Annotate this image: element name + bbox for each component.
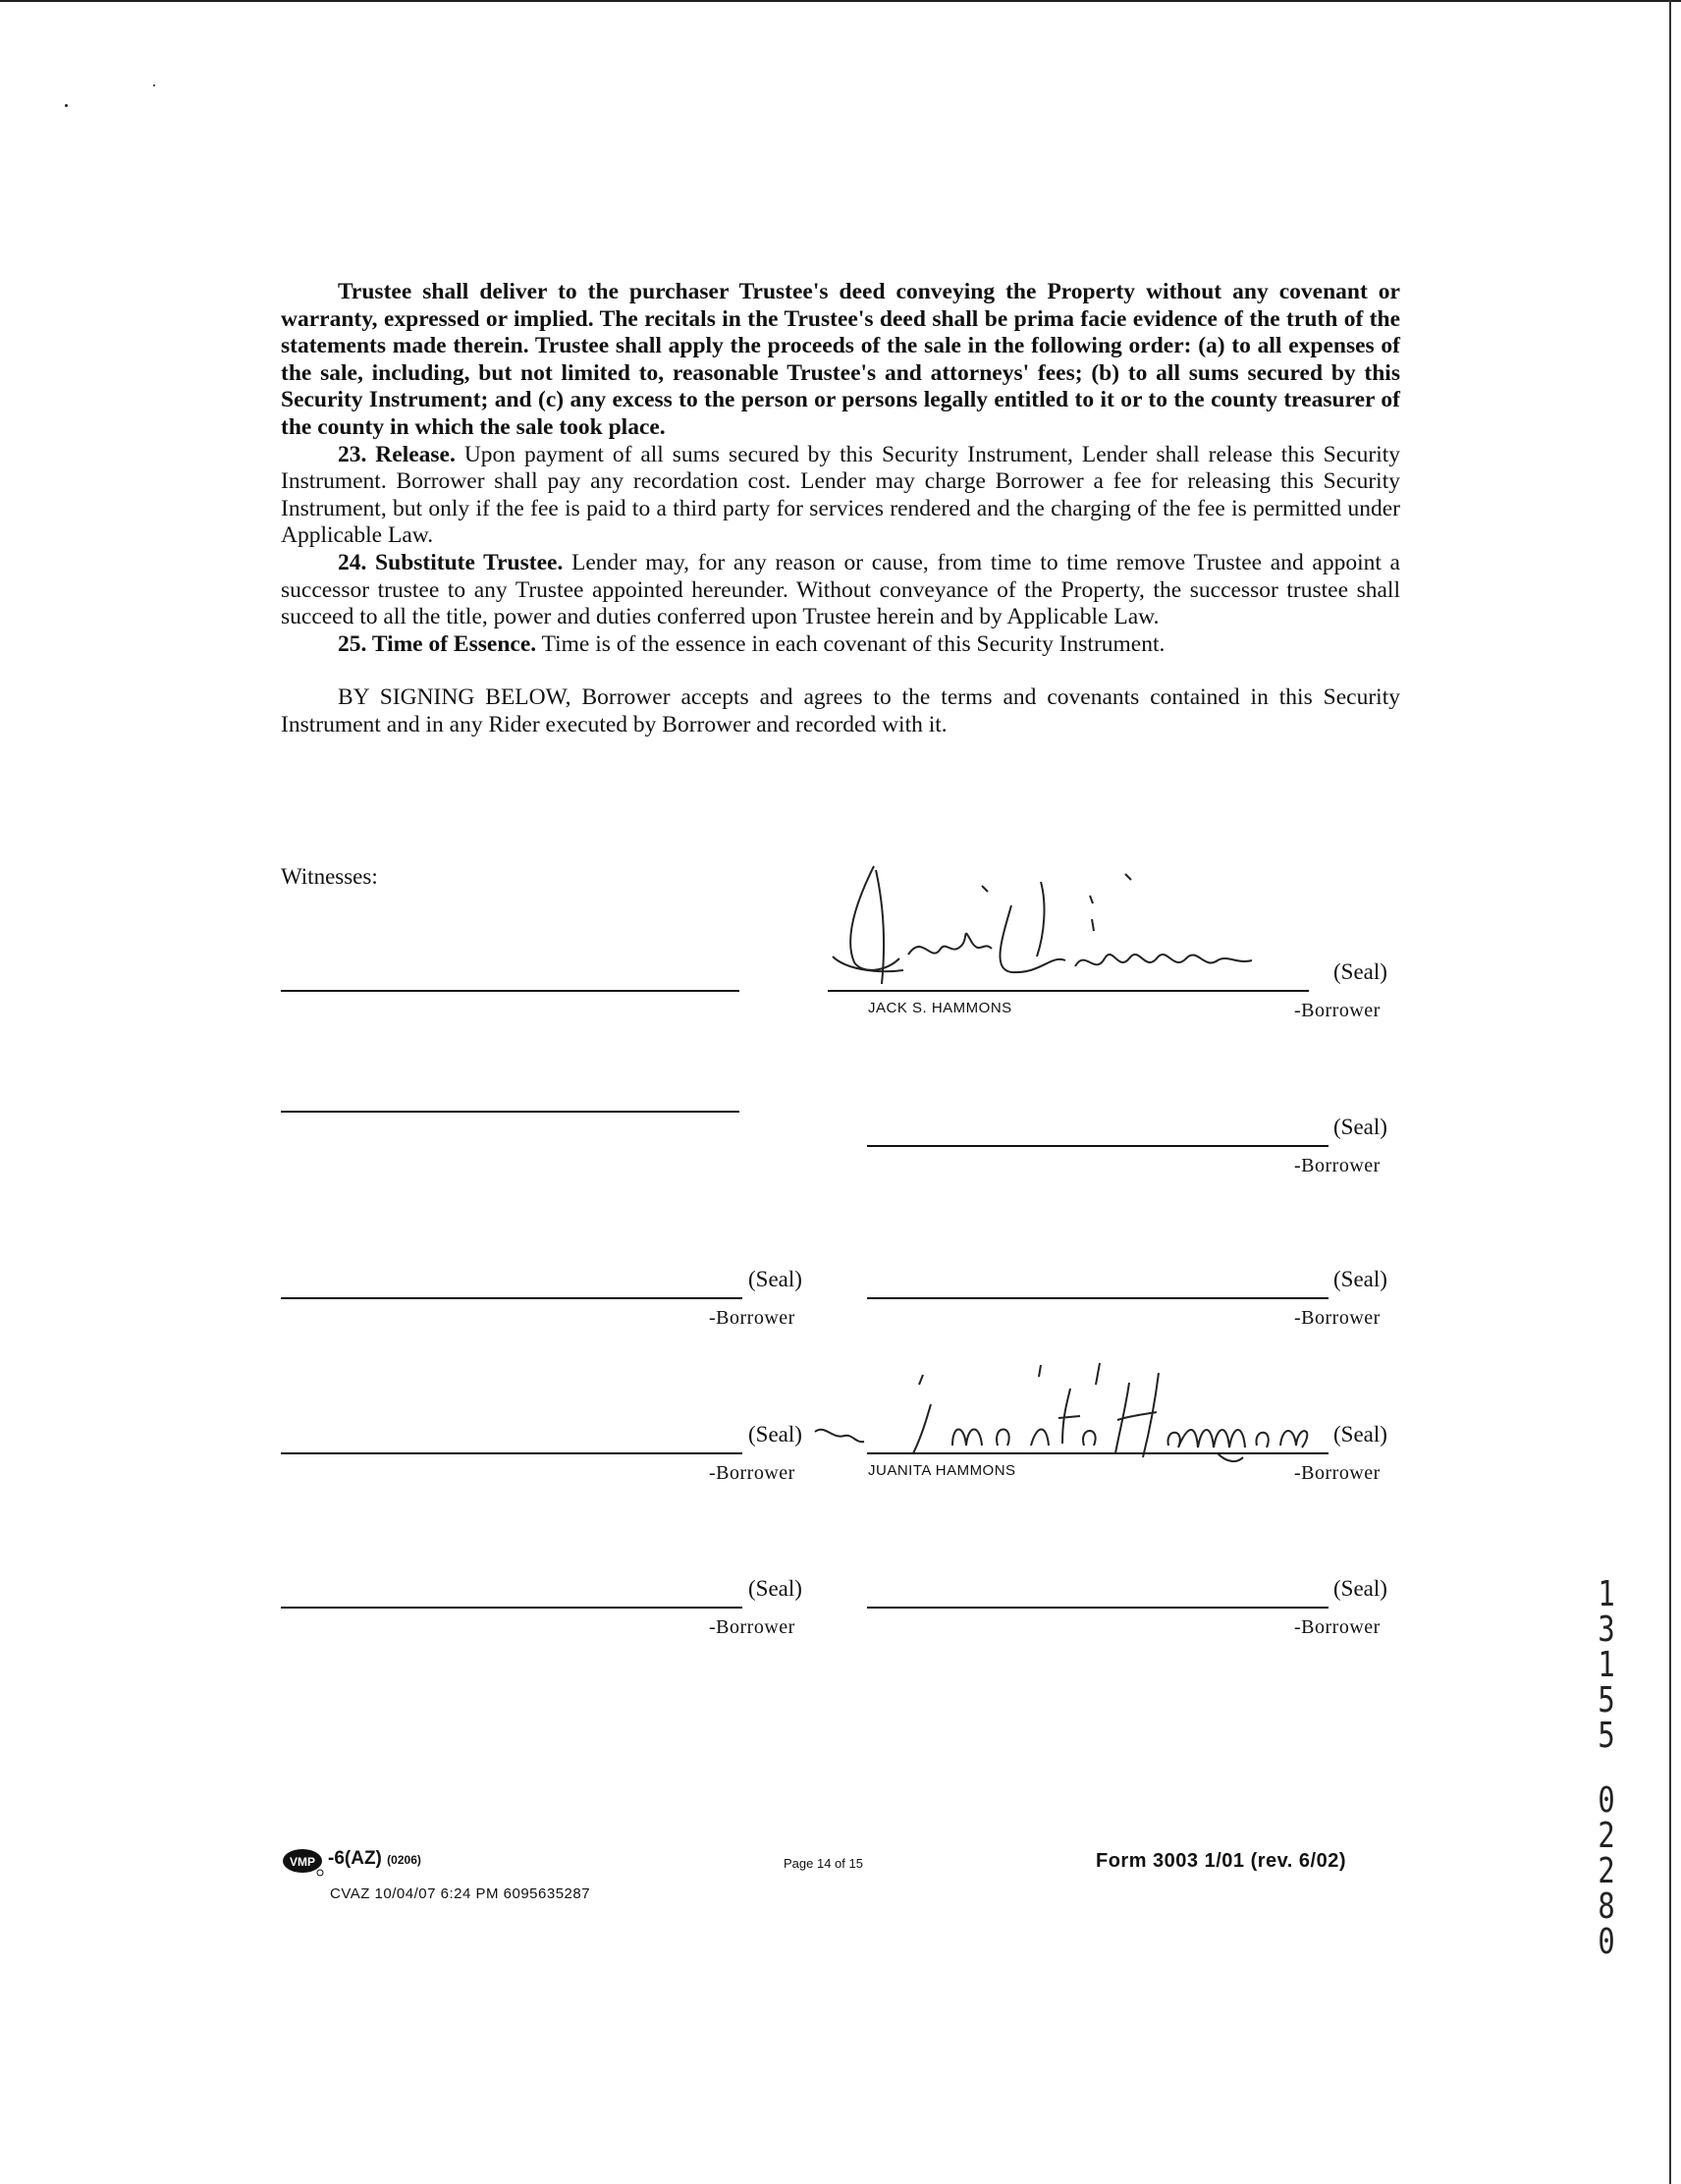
form-number: Form 3003 1/01 (rev. 6/02) [1096, 1850, 1346, 1872]
vmp-logo-icon [281, 1847, 328, 1877]
seal-label: (Seal) [748, 1422, 802, 1447]
borrower-signature-line [281, 1607, 742, 1609]
borrower-role-label: -Borrower [1294, 1616, 1381, 1638]
scan-speck [153, 84, 155, 86]
borrower-printed-name: JACK S. HAMMONS [868, 1000, 1012, 1016]
svg-text:VMP: VMP [289, 1855, 316, 1869]
borrower-signature-1 [815, 846, 1326, 994]
section-23-text: Upon payment of all sums secured by this Security Instrument, Lender shall release this Security Instrument. Borrower shall pay any recordation cost. Lender may charge Borrower a fee for releasing this Security Instrument, but only if the fee is paid to a third party for services rendered and the charging of the fee is permitted under Applicable Law. [281, 441, 1400, 549]
seal-label: (Seal) [1333, 1576, 1387, 1601]
borrower-signature-line [867, 1297, 1329, 1299]
section-25-text: Time is of the essence in each covenant of this Security Instrument. [541, 630, 1166, 657]
borrower-role-label: -Borrower [1294, 1307, 1381, 1329]
seal-label: (Seal) [1333, 1422, 1387, 1447]
borrower-role-label: -Borrower [1294, 1462, 1381, 1484]
witness-signature-line [281, 1111, 739, 1113]
scan-speck [65, 104, 68, 107]
borrower-role-label: -Borrower [709, 1307, 795, 1329]
section-25 [281, 631, 1400, 659]
signing-heading: BY SIGNING BELOW, [338, 684, 571, 711]
borrower-role-label: -Borrower [1294, 1155, 1381, 1176]
seal-label: (Seal) [1333, 1115, 1387, 1139]
borrower-signature-2 [805, 1355, 1355, 1483]
witnesses-label: Witnesses: [281, 864, 378, 889]
borrower-signature-line [281, 1297, 742, 1299]
witness-signature-line [281, 990, 739, 992]
section-24 [281, 550, 1400, 631]
print-stamp: CVAZ 10/04/07 6:24 PM 6095635287 [330, 1885, 591, 1902]
section-24-text: Lender may, for any reason or cause, from time to time remove Trustee and appoint a successor trustee to any Trustee appointed hereunder. Without conveyance of the Property, the successor trustee shall succeed to all the title, power and duties conferred upon Trustee herein and by Applicable Law. [281, 549, 1400, 630]
borrower-role-label: -Borrower [709, 1462, 795, 1484]
page-right-edge [1669, 0, 1671, 2184]
section-23-heading: 23. Release. [338, 441, 456, 467]
borrower-role-label: -Borrower [1294, 1000, 1381, 1021]
section-25-heading: 25. Time of Essence. [338, 630, 537, 657]
seal-label: (Seal) [748, 1267, 802, 1291]
form-code: -6(AZ) (0206) [328, 1848, 421, 1869]
borrower-signature-line [281, 1452, 742, 1454]
borrower-signature-line [867, 1607, 1329, 1609]
section-23 [281, 442, 1400, 550]
borrower-printed-name: JUANITA HAMMONS [868, 1462, 1016, 1479]
signing-statement [281, 684, 1400, 738]
seal-label: (Seal) [1333, 959, 1387, 984]
recording-number: 1 3 1 5 5 0 2 2 8 0 [1598, 1574, 1615, 1962]
section-24-heading: 24. Substitute Trustee. [338, 549, 564, 575]
borrower-role-label: -Borrower [709, 1616, 795, 1638]
seal-label: (Seal) [1333, 1267, 1387, 1291]
seal-label: (Seal) [748, 1576, 802, 1601]
page-number: Page 14 of 15 [784, 1856, 863, 1871]
page-top-edge [0, 0, 1681, 2]
trustee-deed-paragraph: Trustee shall deliver to the purchaser Trustee's deed conveying the Property without any covenant or warranty, expressed or implied. The recitals in the Trustee's deed shall be prima facie evidence of the truth of the statements made therein. Trustee shall apply the proceeds of the sale in the following order: (a) to all expenses of the sale, including, but not limited to, reasonable Trustee's and attorneys' fees; (b) to all sums secured by this Security Instrument; and (c) any excess to the person or persons legally entitled to it or to the county treasurer of the county in which the sale took place. [281, 279, 1400, 440]
borrower-signature-line [867, 1145, 1329, 1147]
signing-text: Borrower accepts and agrees to the terms and covenants contained in this Security Instrument and in any Rider executed by Borrower and recorded with it. [281, 684, 1400, 737]
document-body [281, 279, 1400, 739]
